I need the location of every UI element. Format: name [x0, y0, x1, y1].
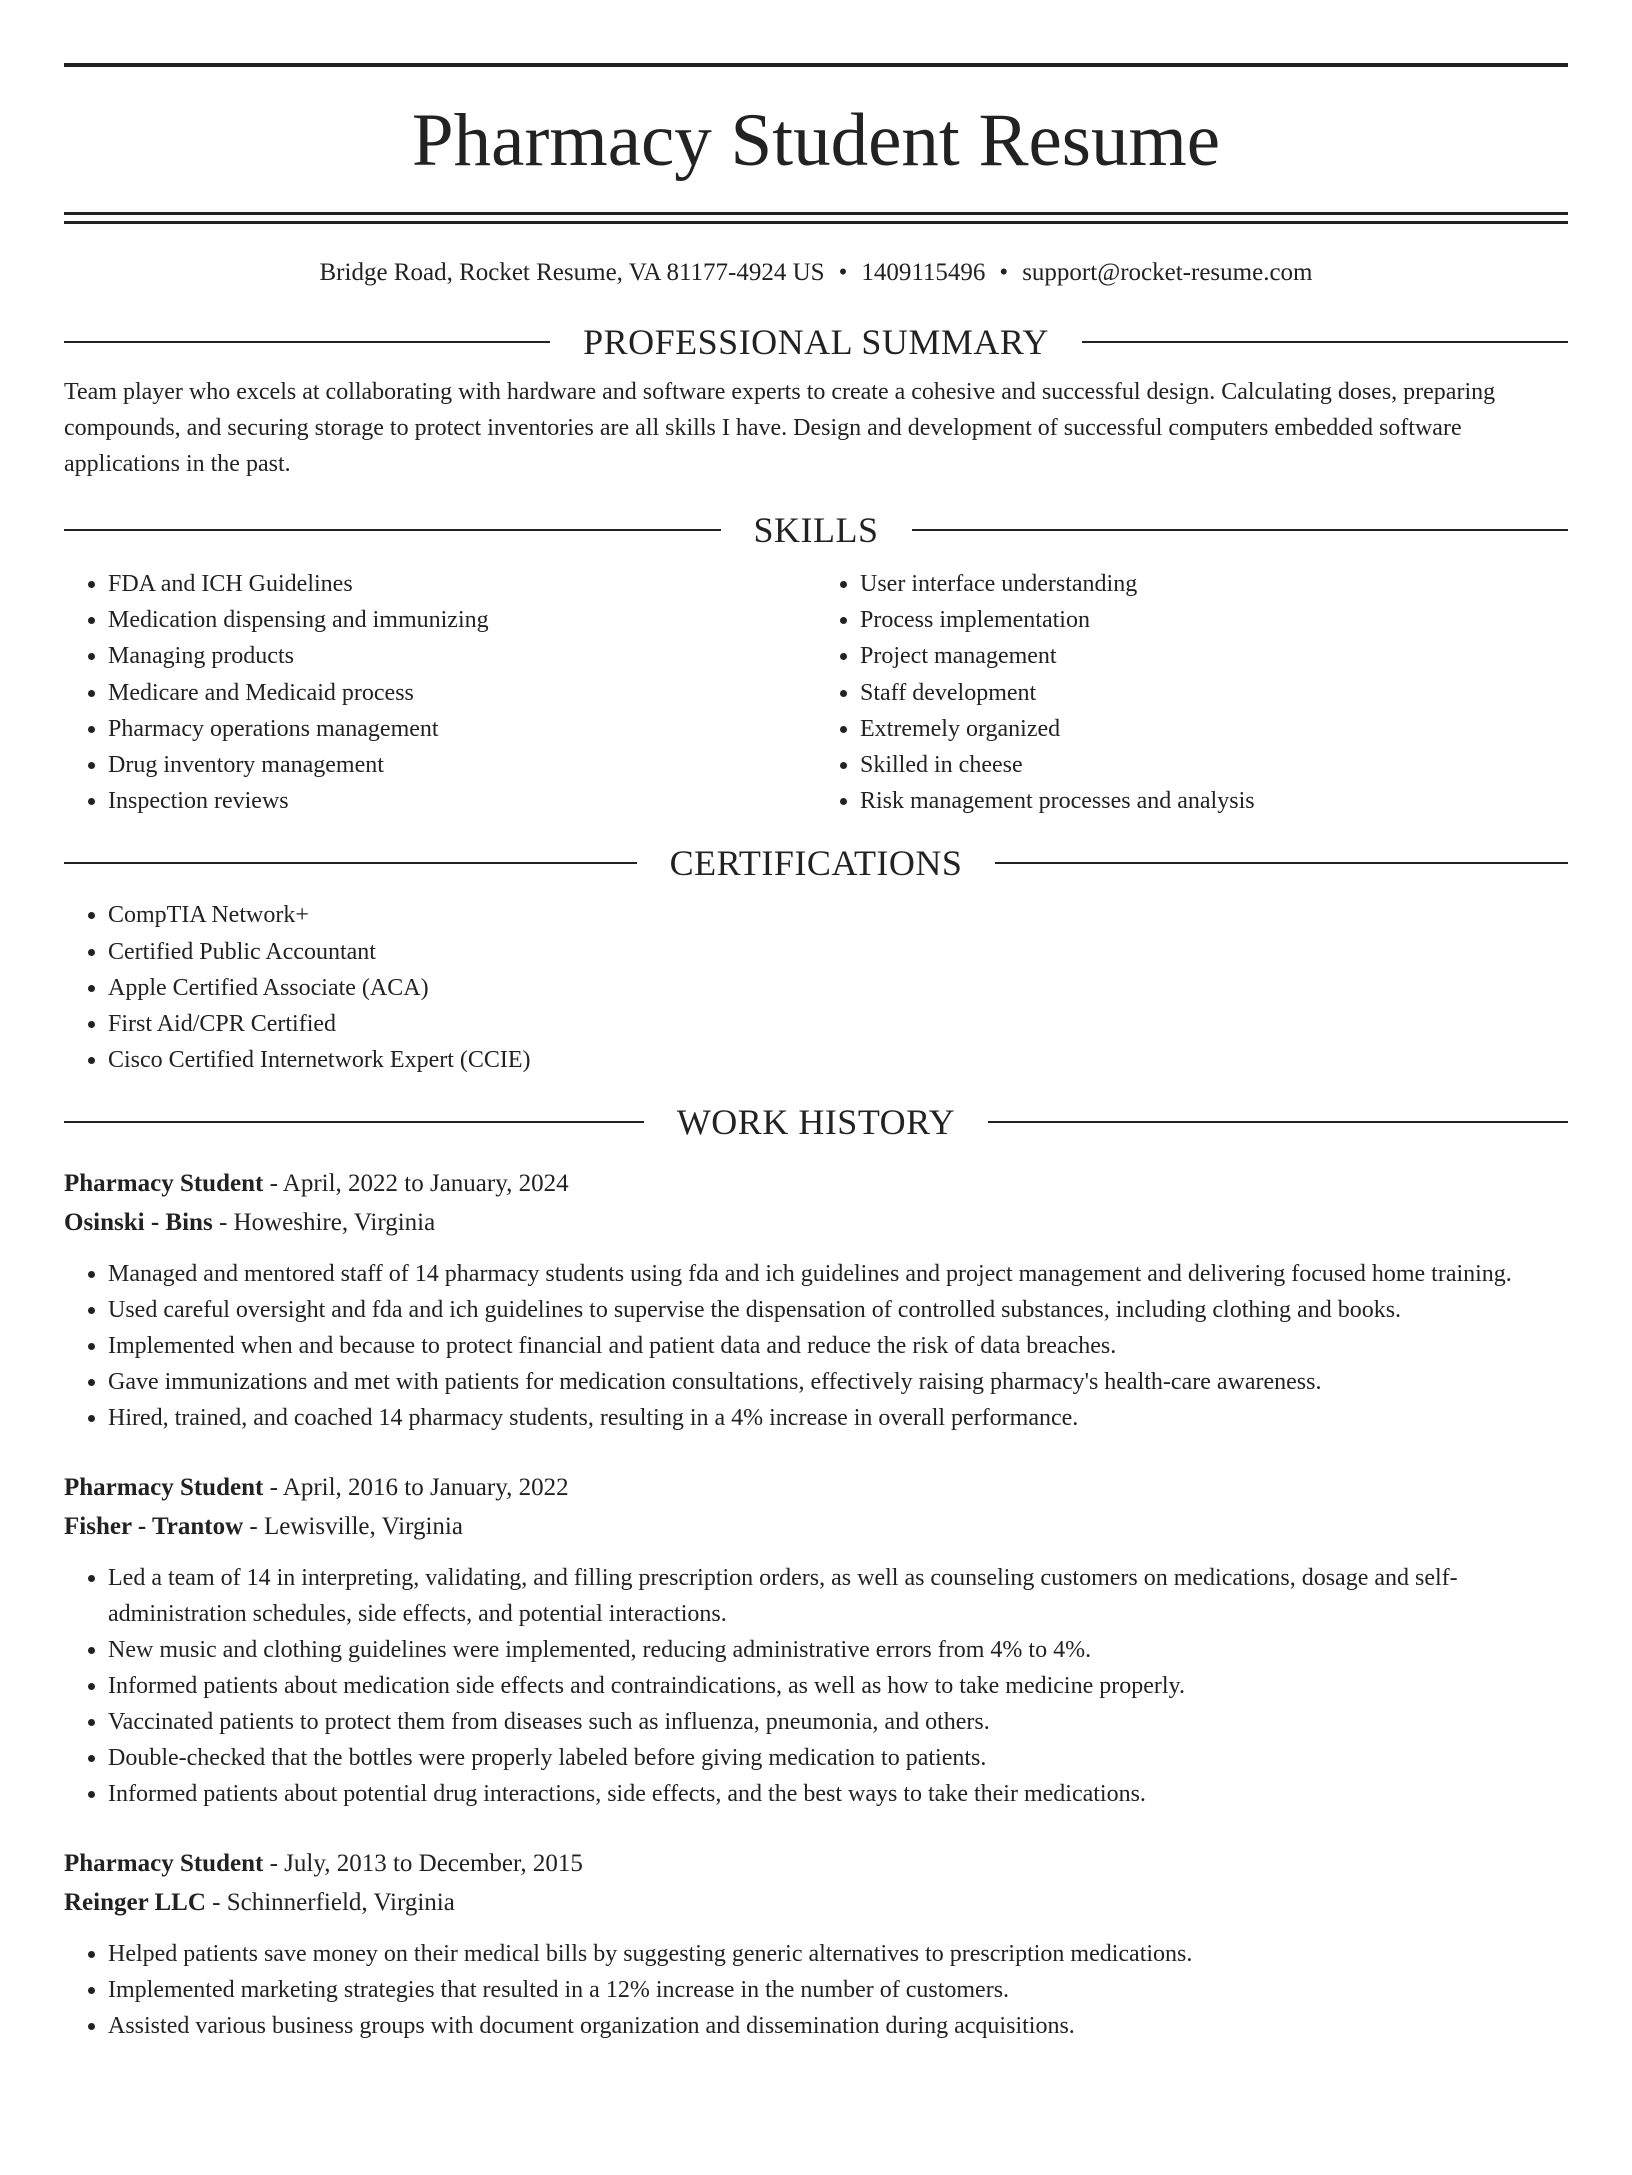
job-company: Reinger LLC: [64, 1889, 206, 1917]
job-bullet: • Managed and mentored staff of 14 pharmacy students using fda and ich guidelines and project management and delivering focused home training.: [108, 1256, 1568, 1292]
skill-item: • Managing products: [108, 638, 816, 674]
contact-separator: •: [838, 259, 848, 286]
skill-item: • Project management: [860, 638, 1568, 674]
job-company: Osinski - Bins: [64, 1209, 213, 1237]
job-title-line: [64, 1164, 1568, 1203]
resume-title: Pharmacy Student Resume: [411, 99, 1221, 182]
job-bullet: • Led a team of 14 in interpreting, validating, and filling prescription orders, as well as counseling customers on medications, dosage and self-administration schedules, side effects, and potential interactions.: [108, 1560, 1568, 1632]
job-dates: - July, 2013 to December, 2015: [263, 1850, 583, 1878]
job-bullet: • Implemented marketing strategies that resulted in a 12% increase in the number of customers.: [108, 1972, 1568, 2008]
job-company: Fisher - Trantow: [64, 1513, 244, 1541]
job-company-line: [64, 1507, 1568, 1546]
contact-separator: •: [999, 259, 1009, 286]
certifications-list: [64, 897, 1568, 1078]
heading-rule-right: [995, 862, 1568, 864]
skills-list-left: [64, 566, 816, 819]
section-heading-skills: [64, 510, 1568, 550]
skills-grid: [64, 566, 1568, 819]
section-heading-label: CERTIFICATIONS: [669, 843, 963, 884]
heading-rule-left: [64, 862, 637, 864]
job-bullets: [64, 1256, 1568, 1436]
skill-item: • FDA and ICH Guidelines: [108, 566, 816, 602]
job-bullet: • New music and clothing guidelines were implemented, reducing administrative errors from 4% to 4%.: [108, 1632, 1568, 1668]
job-dates: - April, 2022 to January, 2024: [263, 1170, 569, 1198]
job-title: Pharmacy Student: [64, 1474, 264, 1502]
skill-item: • Pharmacy operations management: [108, 711, 816, 747]
job-bullet: • Helped patients save money on their medical bills by suggesting generic alternatives to prescription medications.: [108, 1936, 1568, 1972]
contact-email: support@rocket-resume.com: [1022, 259, 1313, 286]
skills-list-right: [816, 566, 1568, 819]
job-bullet: • Used careful oversight and fda and ich guidelines to supervise the dispensation of controlled substances, including clothing and books.: [108, 1292, 1568, 1328]
skill-item: • Skilled in cheese: [860, 747, 1568, 783]
skill-item: • Process implementation: [860, 602, 1568, 638]
skill-item: • Medicare and Medicaid process: [108, 675, 816, 711]
skill-item: • User interface understanding: [860, 566, 1568, 602]
certification-item: • First Aid/CPR Certified: [108, 1006, 1568, 1042]
job-bullet: • Informed patients about medication side effects and contraindications, as well as how to take medicine properly.: [108, 1668, 1568, 1704]
skill-item: • Risk management processes and analysis: [860, 783, 1568, 819]
job-title-line: [64, 1468, 1568, 1507]
heading-rule-left: [64, 341, 550, 343]
section-heading-certifications: [64, 843, 1568, 883]
job-company-line: [64, 1203, 1568, 1242]
heading-rule-left: [64, 1121, 644, 1123]
skill-item: • Inspection reviews: [108, 783, 816, 819]
certification-item: • Certified Public Accountant: [108, 934, 1568, 970]
skill-item: • Medication dispensing and immunizing: [108, 602, 816, 638]
top-rule: [64, 63, 1568, 67]
job-bullet: • Hired, trained, and coached 14 pharmacy students, resulting in a 4% increase in overall performance.: [108, 1400, 1568, 1436]
job-title-line: [64, 1844, 1568, 1883]
title-rule-upper: [64, 212, 1568, 215]
skill-item: • Drug inventory management: [108, 747, 816, 783]
skill-item: • Extremely organized: [860, 711, 1568, 747]
job-bullets: [64, 1936, 1568, 2044]
job-bullet: • Vaccinated patients to protect them from diseases such as influenza, pneumonia, and others.: [108, 1704, 1568, 1740]
job-bullet: • Gave immunizations and met with patients for medication consultations, effectively raising pharmacy's health-care awareness.: [108, 1364, 1568, 1400]
resume-page: [0, 63, 1632, 2175]
section-heading-summary: [64, 322, 1568, 362]
job-bullet: • Implemented when and because to protect financial and patient data and reduce the risk of data breaches.: [108, 1328, 1568, 1364]
section-heading-work-history: [64, 1102, 1568, 1142]
contact-line: [64, 258, 1568, 288]
summary-text: Team player who excels at collaborating with hardware and software experts to create a cohesive and successful design. Calculating doses, preparing compounds, and securing storage to protect inventories are all skills I have. Design and development of successful computers embedded software applications in the past.: [64, 379, 1496, 477]
certification-item: • CompTIA Network+: [108, 897, 1568, 933]
job-company-line: [64, 1883, 1568, 1922]
job-dates: - April, 2016 to January, 2022: [263, 1474, 569, 1502]
job-location: - Lewisville, Virginia: [243, 1513, 463, 1541]
heading-rule-right: [912, 529, 1569, 531]
section-heading-label: WORK HISTORY: [676, 1102, 956, 1143]
job-bullet: • Informed patients about potential drug interactions, side effects, and the best ways to take their medications.: [108, 1776, 1568, 1812]
job-location: - Schinnerfield, Virginia: [205, 1889, 455, 1917]
contact-phone: 1409115496: [861, 259, 986, 286]
job-title: Pharmacy Student: [64, 1850, 264, 1878]
title-rule-lower: [64, 221, 1568, 224]
job-bullets: [64, 1560, 1568, 1812]
job-entry: [64, 1164, 1568, 1436]
certification-item: • Cisco Certified Internetwork Expert (CCIE): [108, 1042, 1568, 1078]
heading-rule-right: [988, 1121, 1568, 1123]
job-entry: [64, 1468, 1568, 1812]
skill-item: • Staff development: [860, 675, 1568, 711]
heading-rule-left: [64, 529, 721, 531]
job-bullet: • Assisted various business groups with document organization and dissemination during acquisitions.: [108, 2008, 1568, 2044]
section-heading-label: PROFESSIONAL SUMMARY: [583, 322, 1049, 362]
job-bullet: • Double-checked that the bottles were properly labeled before giving medication to patients.: [108, 1740, 1568, 1776]
certification-item: • Apple Certified Associate (ACA): [108, 970, 1568, 1006]
job-entry: [64, 1844, 1568, 2044]
job-title: Pharmacy Student: [64, 1170, 264, 1198]
contact-address: Bridge Road, Rocket Resume, VA 81177-4924 US: [319, 259, 825, 286]
job-location: - Howeshire, Virginia: [212, 1209, 436, 1237]
heading-rule-right: [1082, 341, 1568, 343]
section-heading-label: SKILLS: [753, 510, 879, 550]
